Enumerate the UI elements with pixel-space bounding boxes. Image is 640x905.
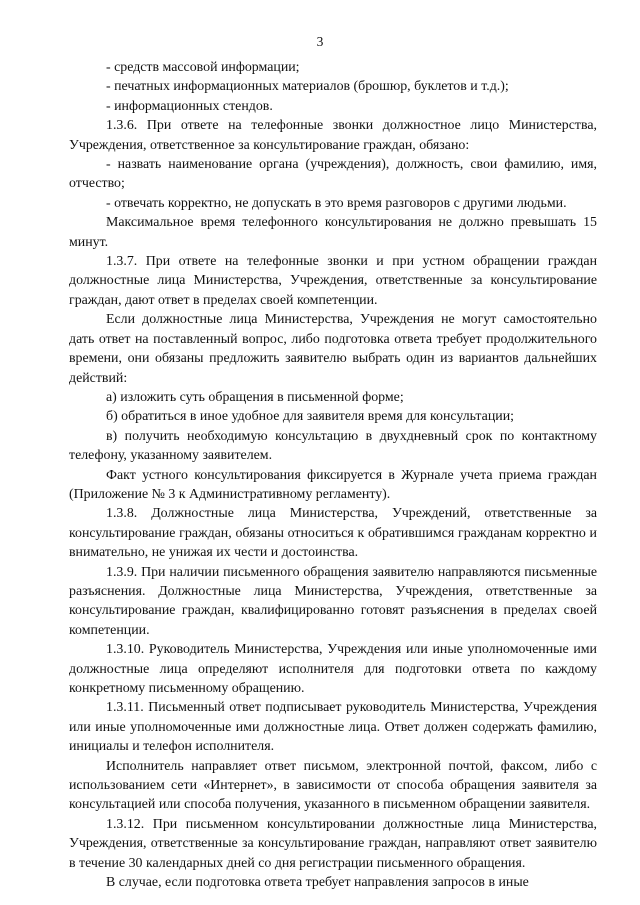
paragraph: б) обратиться в иное удобное для заявителя время для консультации; <box>106 409 515 425</box>
paragraph: - информационных стендов. <box>106 98 273 114</box>
document-body <box>69 58 597 892</box>
paragraph: В случае, если подготовка ответа требует направления запросов в иные <box>106 875 529 891</box>
paragraph: Исполнитель направляет ответ письмом, электронной почтой, факсом, либо с использованием сети «Интернет», в зависимости от способа обращения заявителя за консультацией или способа получения, указанного в письменном обращении заявителя. <box>69 758 597 813</box>
paragraph: 1.3.12. При письменном консультировании должностные лица Министерства, Учреждения, ответственные за консультирование граждан, направляют ответ заявителю в течение 30 календарных дней со дня регистрации письменного обращения. <box>69 816 597 871</box>
paragraph: 1.3.10. Руководитель Министерства, Учреждения или иные уполномоченные ими должностные лица определяют исполнителя для подготовки ответа по каждому конкретному письменному обращению. <box>69 642 597 696</box>
paragraph: 1.3.8. Должностные лица Министерства, Учреждений, ответственные за консультирование граждан, обязаны относиться к обратившимся гражданам корректно и внимательно, не унижая их чести и достоинства. <box>69 506 597 561</box>
paragraph: Если должностные лица Министерства, Учреждения не могут самостоятельно дать ответ на поставленный вопрос, либо подготовка ответа требует продолжительного времени, они обязаны предложить заявителю выбрать один из вариантов дальнейших действий: <box>69 312 597 386</box>
paragraph: 1.3.6. При ответе на телефонные звонки должностное лицо Министерства, Учреждения, ответственное за консультирование граждан, обязано: <box>69 118 597 153</box>
paragraph: - средств массовой информации; <box>106 60 300 75</box>
paragraph: Факт устного консультирования фиксируется в Журнале учета приема граждан (Приложение № 3 к Административному регламенту). <box>69 467 597 502</box>
paragraph: 1.3.7. При ответе на телефонные звонки и при устном обращении граждан должностные лица Министерства, Учреждения, ответственные за консультирование граждан, дают ответ в пределах своей компетенции. <box>69 254 597 308</box>
paragraph: в) получить необходимую консультацию в двухдневный срок по контактному телефону, указанному заявителем. <box>69 428 597 464</box>
paragraph: 1.3.9. При наличии письменного обращения заявителю направляются письменные разъяснения. Должностные лица Министерства, Учреждения, ответственные за консультирование граждан, квалифицированно готовят разъяснения в пределах своей компетенции. <box>69 564 597 638</box>
paragraph: - назвать наименование органа (учреждения), должность, свои фамилию, имя, отчество; <box>69 157 597 192</box>
paragraph: - печатных информационных материалов (брошюр, буклетов и т.д.); <box>106 79 509 95</box>
paragraph: 1.3.11. Письменный ответ подписывает руководитель Министерства, Учреждения или иные уполномоченные ими должностные лица. Ответ должен содержать фамилию, инициалы и телефон исполнителя. <box>69 700 597 755</box>
page-number: 3 <box>316 34 324 49</box>
paragraph: - отвечать корректно, не допускать в это время разговоров с другими людьми. <box>106 195 567 211</box>
paragraph: Максимальное время телефонного консультирования не должно превышать 15 минут. <box>69 215 597 250</box>
paragraph: а) изложить суть обращения в письменной форме; <box>106 389 404 405</box>
